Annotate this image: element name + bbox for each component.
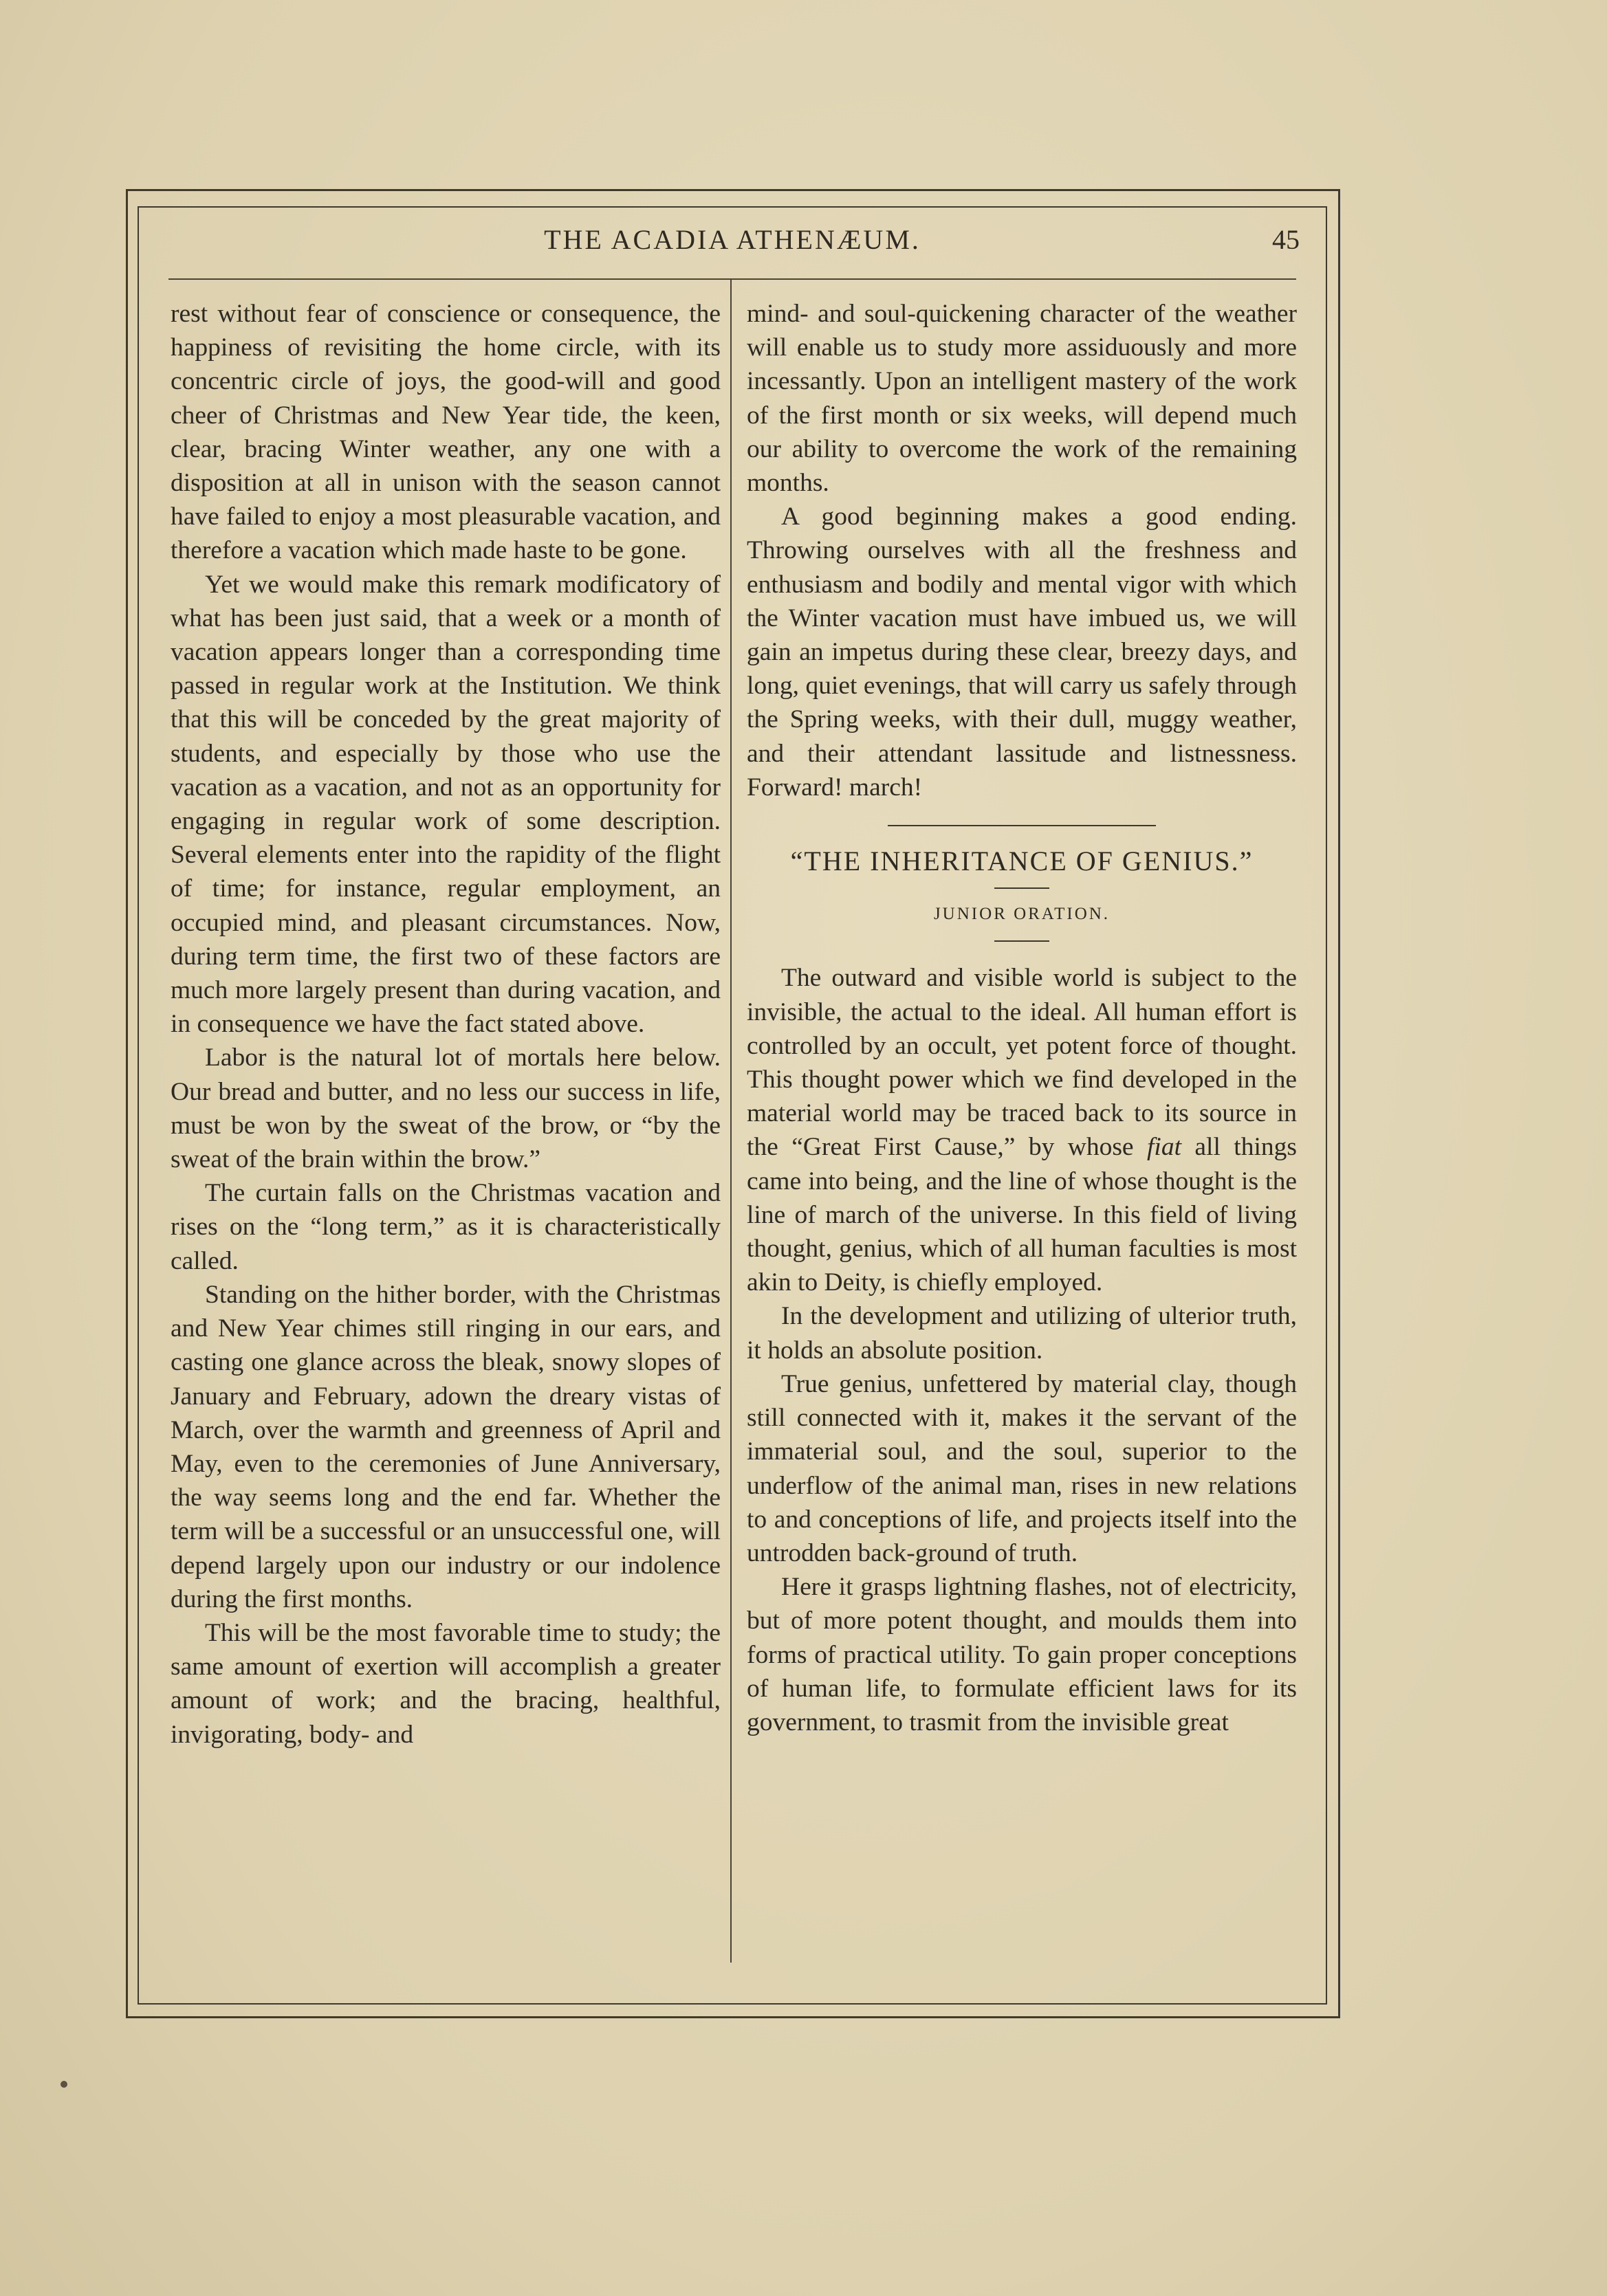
subtitle-rule bbox=[994, 940, 1049, 942]
title-rule bbox=[994, 887, 1049, 889]
paragraph-text: The outward and visible world is subject to the invisible, the actual to the ideal. All human effort is controlled by an occult, yet potent force of thought. This thought power which we find developed in the material world may be traced back to its source in the “Great First Cause,” by whose bbox=[747, 964, 1297, 1162]
section-divider bbox=[888, 825, 1156, 826]
article-subtitle: JUNIOR ORATION. bbox=[933, 905, 1111, 924]
header-rule bbox=[168, 278, 1296, 280]
paragraph: True genius, unfettered by material clay, though still connected with it, makes it the servant of the immaterial soul, and the soul, superior to the underflow of the animal man, rises in new relations to and conceptions of life, and projects itself into the untrodden back-ground of truth. bbox=[747, 1369, 1297, 1567]
paragraph-text: all things came into being, and the line of whose thought is the line of march of the universe. In this field of living thought, genius, which of all human faculties is most akin to Deity, is chiefly employed. bbox=[747, 1133, 1297, 1297]
paragraph: In the development and utilizing of ulterior truth, it holds an absolute position. bbox=[747, 1302, 1297, 1365]
paragraph: Labor is the natural lot of mortals here below. Our bread and butter, and no less our success in life, must be won by the sweat of the brow, or “by the sweat of the brain within the brow.” bbox=[171, 1044, 721, 1174]
right-column bbox=[747, 297, 1297, 1739]
paragraph bbox=[747, 961, 1297, 1299]
paragraph: Yet we would make this remark modificatory of what has been just said, that a week or a month of vacation appears longer than a corresponding time passed in regular work at the Institution. We think that this will be conceded by the great majority of students, and especially by those who use the vacation as a vacation, and not as an opportunity for engaging in regular work of some description. Several elements enter into the rapidity of the flight of time; for instance, regular employment, an occupied mind, and pleasant circumstances. Now, during term time, the first two of these factors are much more largely present than during vacation, and in consequence we have the fact stated above. bbox=[171, 570, 721, 1039]
page-header bbox=[138, 223, 1300, 272]
paragraph: A good beginning makes a good ending. Throwing ourselves with all the freshness and enthusiasm and bodily and mental vigor with which the Winter vacation must have imbued us, we will gain an impetus during these clear, breezy days, and long, quiet evenings, that will carry us safely through the Spring weeks, with their dull, muggy weather, and their attendant lassitude and listnessness. Forward! march! bbox=[747, 503, 1297, 802]
column-divider bbox=[730, 278, 732, 1963]
paper-speck bbox=[61, 2081, 67, 2088]
paragraph: The curtain falls on the Christmas vacation and rises on the “long term,” as it is characteristically called. bbox=[171, 1179, 721, 1275]
paragraph: rest without fear of conscience or consequence, the happiness of revisiting the home circle, with its concentric circle of joys, the good-will and good cheer of Christmas and New Year tide, the keen, clear, bracing Winter weather, any one with a disposition at all in unison with the season cannot have failed to enjoy a most pleasurable vacation, and therefore a vacation which made haste to be gone. bbox=[171, 300, 721, 565]
paragraph: This will be the most favorable time to study; the same amount of exertion will accomplish a greater amount of work; and the bracing, healthful, invigorating, body- and bbox=[171, 1618, 721, 1749]
article-title: “THE INHERITANCE OF GENIUS.” bbox=[790, 846, 1254, 877]
left-column bbox=[171, 297, 721, 1752]
italic-word: fiat bbox=[1146, 1133, 1181, 1162]
spacer bbox=[747, 950, 1297, 961]
running-title: THE ACADIA ATHENÆUM. bbox=[544, 224, 921, 255]
paragraph: mind- and soul-quickening character of the weather will enable us to study more assiduously and more incessantly. Upon an intelligent mastery of the work of the first month or six weeks, will depend much our ability to overcome the work of the remaining months. bbox=[747, 300, 1297, 498]
paragraph: Here it grasps lightning flashes, not of electricity, but of more potent thought, and moulds them into forms of practical utility. To gain proper conceptions of human life, to formulate efficient laws for its government, to trasmit from the invisible great bbox=[747, 1573, 1297, 1736]
page-number: 45 bbox=[1272, 224, 1300, 255]
paragraph: Standing on the hither border, with the Christmas and New Year chimes still ringing in our ears, and casting one glance across the bleak, snowy slopes of January and February, adown the dreary vistas of March, over the warmth and greenness of April and May, even to the ceremonies of June Anniversary, the way seems long and the end far. Whether the term will be a successful or an unsuccessful one, will depend largely upon our industry or our indolence during the first months. bbox=[171, 1280, 721, 1613]
